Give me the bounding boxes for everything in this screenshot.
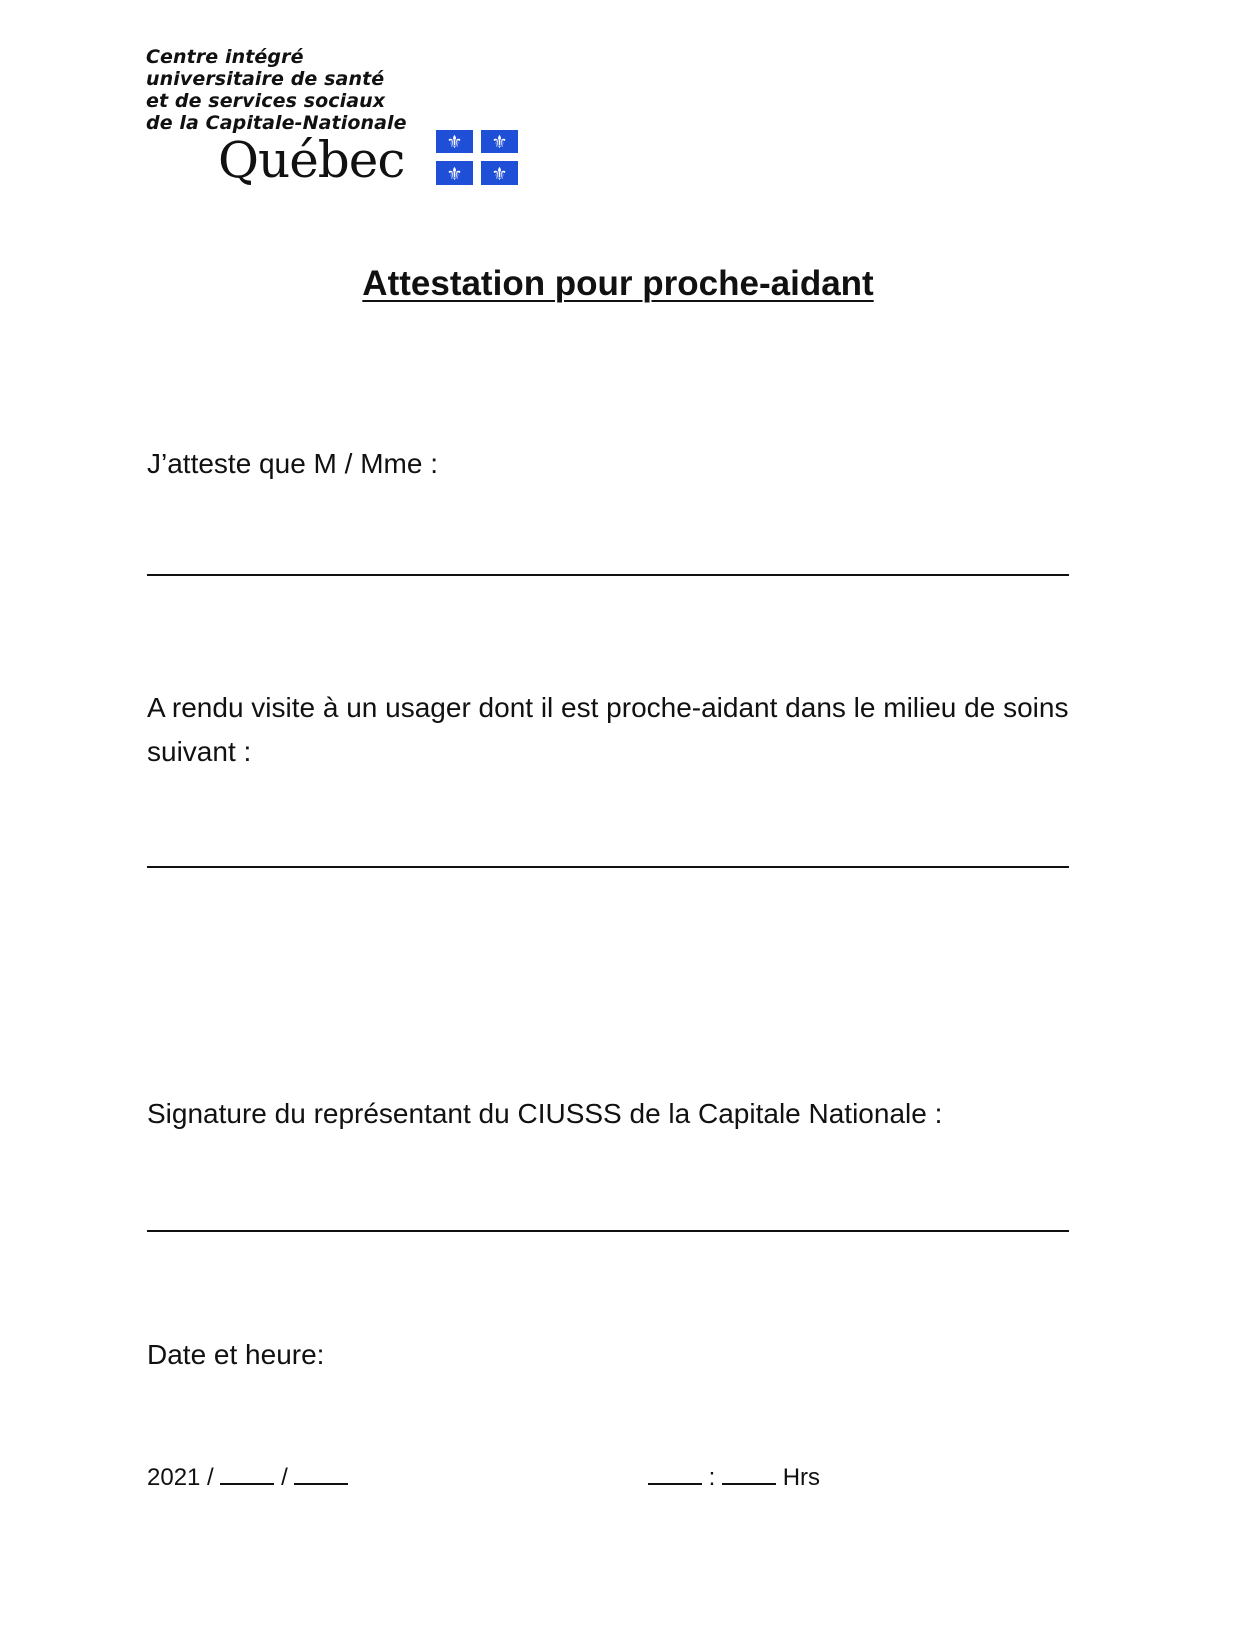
svg-text:⚜: ⚜ [491,132,508,153]
svg-text:⚜: ⚜ [446,164,463,185]
date-field [147,1461,348,1494]
signature-label: Signature du représentant du CIUSSS de la Capitale Nationale : [147,1098,943,1129]
quebec-wordmark: Québec [218,131,405,189]
document-title: Attestation pour proche-aidant [362,264,874,303]
logo-line: et de services sociaux [146,90,386,112]
care-setting-fill-line[interactable] [147,866,1069,868]
attest-label: J’atteste que M / Mme : [147,448,438,479]
time-field [648,1461,820,1494]
visit-text: A rendu visite à un usager dont il est proche-aidant dans le milieu de soins suivant : [147,692,1069,767]
minute-blank[interactable] [722,1461,776,1485]
name-fill-line[interactable] [147,574,1069,576]
logo-line: Centre intégré [146,46,304,68]
date-prefix: 2021 / [147,1464,214,1491]
hour-blank[interactable] [648,1461,702,1485]
svg-text:⚜: ⚜ [446,132,463,153]
time-suffix: Hrs [782,1464,821,1491]
date-separator: / [281,1464,288,1491]
logo-line: universitaire de santé [146,68,385,90]
month-blank[interactable] [220,1461,274,1485]
signature-fill-line[interactable] [147,1230,1069,1232]
logo-line: de la Capitale-Nationale [146,112,407,134]
logo-text [146,46,407,134]
ciusss-logo [146,46,526,196]
time-separator: : [708,1464,716,1491]
quebec-flag-icon [436,130,518,185]
datetime-label: Date et heure: [147,1339,325,1370]
svg-text:⚜: ⚜ [491,164,508,185]
day-blank[interactable] [294,1461,348,1485]
